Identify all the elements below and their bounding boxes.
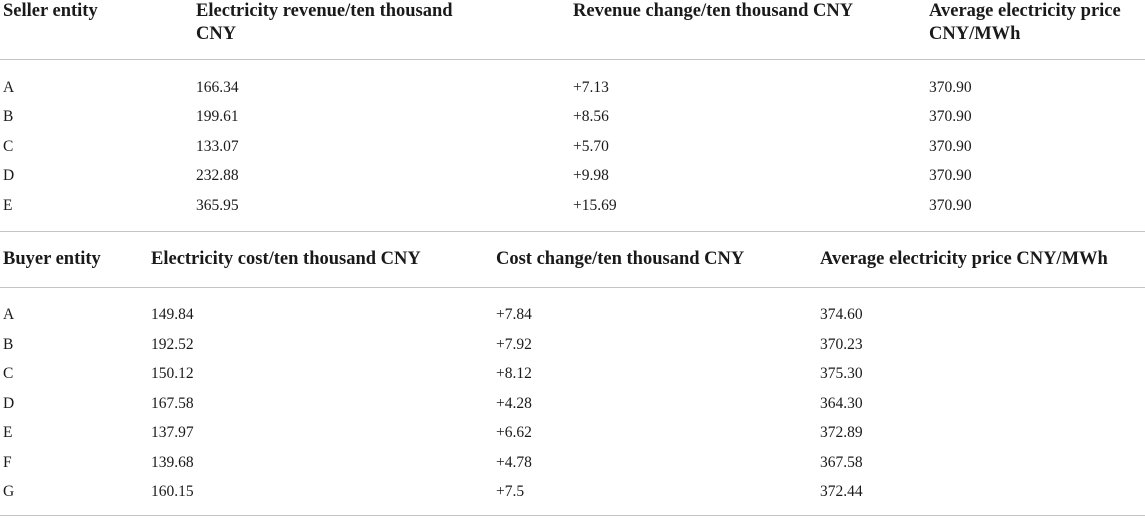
table-separator <box>0 231 1145 232</box>
buyer-cell-avg-price: 375.30 <box>820 365 863 382</box>
seller-cell-entity: E <box>3 197 13 214</box>
seller-cell-avg-price: 370.90 <box>929 108 972 125</box>
buyer-header-avg-price: Average electricity price CNY/MWh <box>820 249 1108 269</box>
seller-cell-avg-price: 370.90 <box>929 167 972 184</box>
seller-cell-revenue-change: +8.56 <box>573 108 609 125</box>
seller-header-entity: Seller entity <box>3 1 98 21</box>
buyer-cell-cost-change: +7.84 <box>496 306 532 323</box>
buyer-header-divider <box>0 287 1145 288</box>
buyer-cell-cost-change: +4.78 <box>496 454 532 471</box>
buyer-cell-cost-change: +6.62 <box>496 424 532 441</box>
buyer-cell-avg-price: 367.58 <box>820 454 863 471</box>
buyer-cell-cost: 150.12 <box>151 365 194 382</box>
seller-cell-revenue: 365.95 <box>196 197 239 214</box>
seller-cell-revenue: 199.61 <box>196 108 239 125</box>
buyer-cell-cost: 167.58 <box>151 395 194 412</box>
buyer-cell-cost-change: +8.12 <box>496 365 532 382</box>
seller-cell-revenue-change: +5.70 <box>573 138 609 155</box>
buyer-cell-cost-change: +4.28 <box>496 395 532 412</box>
seller-cell-entity: B <box>3 108 14 125</box>
buyer-cell-avg-price: 372.89 <box>820 424 863 441</box>
buyer-cell-entity: A <box>3 306 15 323</box>
seller-cell-revenue: 232.88 <box>196 167 239 184</box>
seller-cell-entity: A <box>3 79 15 96</box>
seller-cell-entity: C <box>3 138 14 155</box>
seller-cell-revenue: 133.07 <box>196 138 239 155</box>
seller-cell-avg-price: 370.90 <box>929 138 972 155</box>
buyer-cell-avg-price: 372.44 <box>820 483 863 500</box>
buyer-cell-cost: 192.52 <box>151 336 194 353</box>
seller-cell-revenue-change: +9.98 <box>573 167 609 184</box>
buyer-header-entity: Buyer entity <box>3 249 101 269</box>
seller-cell-avg-price: 370.90 <box>929 197 972 214</box>
buyer-header-cost: Electricity cost/ten thousand CNY <box>151 249 421 269</box>
buyer-cell-entity: G <box>3 483 15 500</box>
buyer-header-cost-change: Cost change/ten thousand CNY <box>496 249 745 269</box>
buyer-cell-cost: 139.68 <box>151 454 194 471</box>
buyer-cell-entity: C <box>3 365 14 382</box>
buyer-cell-cost-change: +7.92 <box>496 336 532 353</box>
table-bottom-rule <box>0 515 1145 516</box>
seller-cell-revenue-change: +7.13 <box>573 79 609 96</box>
buyer-cell-entity: D <box>3 395 15 412</box>
buyer-cell-cost: 137.97 <box>151 424 194 441</box>
seller-cell-revenue: 166.34 <box>196 79 239 96</box>
seller-header-revenue: Electricity revenue/ten thousand CNY <box>196 1 453 44</box>
buyer-cell-cost: 149.84 <box>151 306 194 323</box>
buyer-cell-cost-change: +7.5 <box>496 483 525 500</box>
seller-cell-entity: D <box>3 167 15 184</box>
buyer-cell-avg-price: 370.23 <box>820 336 863 353</box>
buyer-cell-avg-price: 374.60 <box>820 306 863 323</box>
seller-header-avg-price: Average electricity price CNY/MWh <box>929 1 1121 44</box>
buyer-cell-avg-price: 364.30 <box>820 395 863 412</box>
buyer-cell-entity: E <box>3 424 13 441</box>
seller-cell-avg-price: 370.90 <box>929 79 972 96</box>
seller-header-revenue-change: Revenue change/ten thousand CNY <box>573 1 854 21</box>
seller-cell-revenue-change: +15.69 <box>573 197 617 214</box>
buyer-cell-cost: 160.15 <box>151 483 194 500</box>
buyer-cell-entity: F <box>3 454 12 471</box>
seller-header-divider <box>0 59 1145 60</box>
buyer-cell-entity: B <box>3 336 14 353</box>
